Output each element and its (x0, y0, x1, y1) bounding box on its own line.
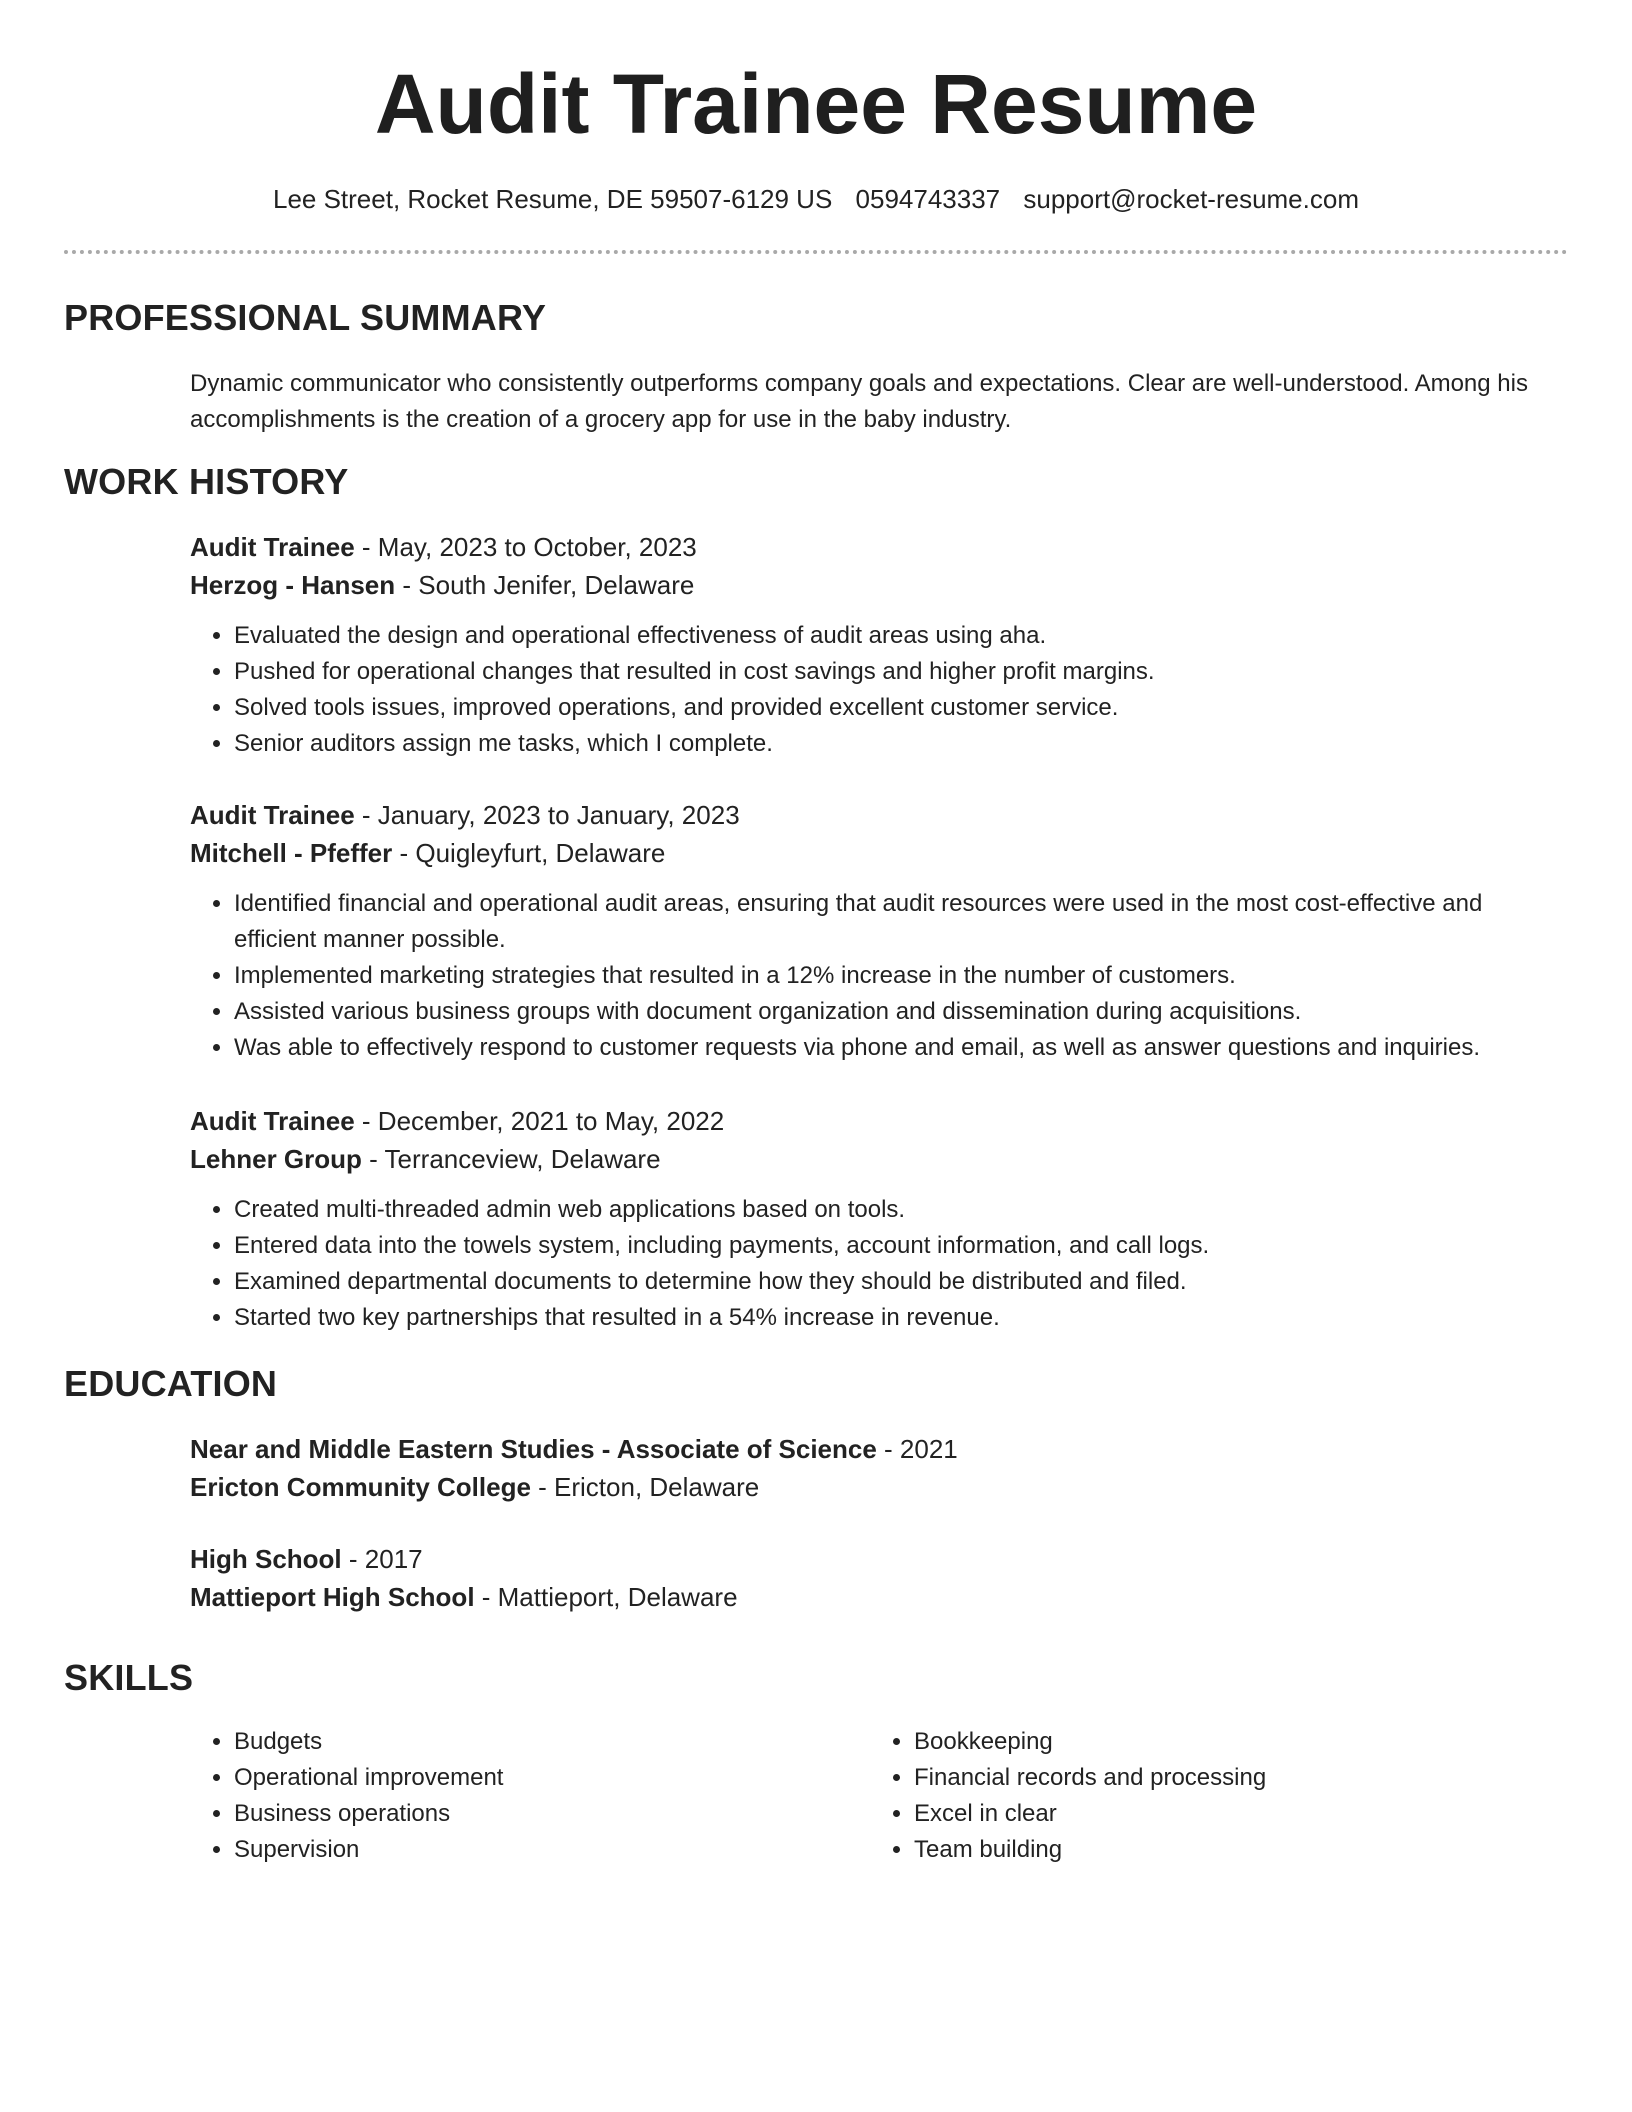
job-company-line (190, 834, 1570, 872)
skills-list (190, 1724, 1570, 1868)
school-location: - Mattieport, Delaware (474, 1582, 738, 1612)
job-bullet: • Pushed for operational changes that resulted in cost savings and higher profit margins. (234, 654, 1570, 690)
job-location: - Quigleyfurt, Delaware (392, 838, 666, 868)
skill-item: • Bookkeeping (914, 1724, 1550, 1760)
job-company: Lehner Group (190, 1144, 362, 1174)
degree-name: High School (190, 1544, 342, 1574)
job-dates: - December, 2021 to May, 2022 (354, 1106, 725, 1136)
job-bullets (190, 1192, 1570, 1336)
skill-item: • Financial records and processing (914, 1760, 1550, 1796)
job-bullets (190, 618, 1570, 762)
education-entry (190, 1540, 1570, 1616)
school-name: Mattieport High School (190, 1582, 475, 1612)
job-location: - Terranceview, Delaware (361, 1144, 661, 1174)
job-title: Audit Trainee (190, 800, 355, 830)
contact-line (0, 182, 1632, 216)
skills-column-left (190, 1724, 870, 1868)
school-name: Ericton Community College (190, 1472, 531, 1502)
job-company-line (190, 1140, 1570, 1178)
skill-item: • Budgets (234, 1724, 870, 1760)
job-company-line (190, 566, 1570, 604)
contact-phone: 0594743337 (855, 184, 1001, 214)
resume-title: Audit Trainee Resume (374, 57, 1258, 151)
job-bullet: • Implemented marketing strategies that resulted in a 12% increase in the number of customers. (234, 958, 1570, 994)
work-entry (190, 528, 1570, 762)
summary-text: Dynamic communicator who consistently outperforms company goals and expectations. Clear are well-understood. Among his accomplishments is the creation of a grocery app for use in the baby industry. (190, 370, 1528, 433)
contact-email: support@rocket-resume.com (1023, 184, 1359, 214)
work-history-heading: WORK HISTORY (64, 461, 349, 502)
work-entry (190, 1102, 1570, 1336)
job-title-line (190, 796, 1570, 834)
contact-address: Lee Street, Rocket Resume, DE 59507-6129 US (272, 184, 833, 214)
header-divider (64, 250, 1568, 254)
job-company: Herzog - Hansen (190, 570, 396, 600)
skill-item: • Operational improvement (234, 1760, 870, 1796)
skill-item: • Business operations (234, 1796, 870, 1832)
job-title: Audit Trainee (190, 532, 355, 562)
degree-line (190, 1430, 1570, 1468)
skills-column-right (870, 1724, 1550, 1868)
school-location: - Ericton, Delaware (530, 1472, 760, 1502)
skill-item: • Supervision (234, 1832, 870, 1868)
job-dates: - May, 2023 to October, 2023 (354, 532, 697, 562)
skill-item: • Excel in clear (914, 1796, 1550, 1832)
school-line (190, 1468, 1570, 1506)
summary-heading: PROFESSIONAL SUMMARY (64, 297, 547, 338)
education-heading: EDUCATION (64, 1363, 278, 1404)
job-bullet: • Senior auditors assign me tasks, which I complete. (234, 726, 1570, 762)
job-bullet: • Started two key partnerships that resulted in a 54% increase in revenue. (234, 1300, 1570, 1336)
skills-heading: SKILLS (64, 1657, 194, 1698)
skill-item: • Team building (914, 1832, 1550, 1868)
degree-year: - 2021 (876, 1434, 958, 1464)
job-bullets (190, 886, 1570, 1066)
job-bullet: • Was able to effectively respond to customer requests via phone and email, as well as answer questions and inquiries. (234, 1030, 1570, 1066)
work-entry (190, 796, 1570, 1066)
job-title-line (190, 528, 1570, 566)
degree-line (190, 1540, 1570, 1578)
job-bullet: • Created multi-threaded admin web applications based on tools. (234, 1192, 1570, 1228)
job-dates: - January, 2023 to January, 2023 (354, 800, 740, 830)
degree-year: - 2017 (341, 1544, 423, 1574)
job-bullet: • Entered data into the towels system, including payments, account information, and call logs. (234, 1228, 1570, 1264)
job-title: Audit Trainee (190, 1106, 355, 1136)
job-bullet: • Solved tools issues, improved operations, and provided excellent customer service. (234, 690, 1570, 726)
job-title-line (190, 1102, 1570, 1140)
degree-name: Near and Middle Eastern Studies - Associate of Science (190, 1434, 877, 1464)
job-bullet: • Examined departmental documents to determine how they should be distributed and filed. (234, 1264, 1570, 1300)
job-bullet: • Identified financial and operational audit areas, ensuring that audit resources were used in the most cost-effective and efficient manner possible. (234, 886, 1570, 958)
education-entry (190, 1430, 1570, 1506)
school-line (190, 1578, 1570, 1616)
job-company: Mitchell - Pfeffer (190, 838, 393, 868)
job-location: - South Jenifer, Delaware (395, 570, 695, 600)
job-bullet: • Assisted various business groups with document organization and dissemination during acquisitions. (234, 994, 1570, 1030)
job-bullet: • Evaluated the design and operational effectiveness of audit areas using aha. (234, 618, 1570, 654)
